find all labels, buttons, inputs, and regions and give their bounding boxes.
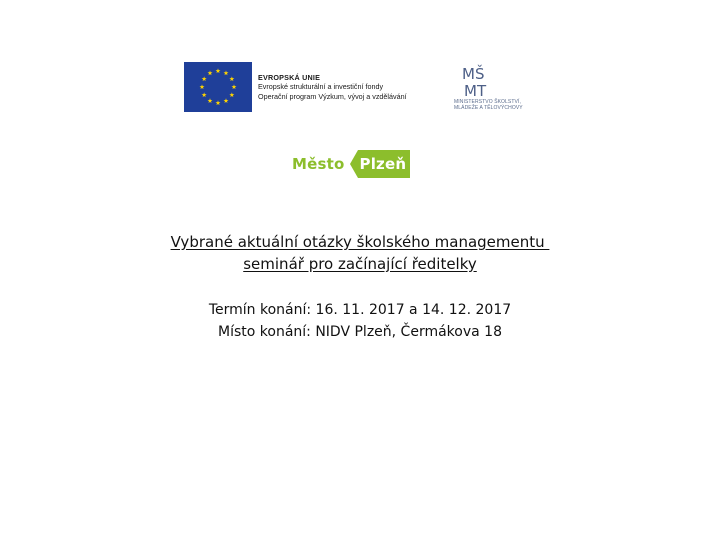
msmt-caption-line-2: MLÁDEŽE A TĚLOVÝCHOVY (454, 105, 523, 111)
msmt-mark-icon (460, 64, 500, 98)
mesto-plzen-logo-plzen: Plzeň (358, 150, 411, 178)
msmt-logo (452, 62, 532, 116)
seminar-title (0, 231, 720, 275)
mesto-plzen-logo-mesto: Město (292, 155, 345, 173)
msmt-caption (454, 99, 534, 111)
seminar-place: Místo konání: NIDV Plzeň, Čermákova 18 (218, 324, 502, 340)
eu-logo-line-3: Operační program Výzkum, vývoj a vzdělávání (258, 91, 407, 101)
eu-logo-line-1: EVROPSKÁ UNIE (258, 72, 321, 82)
seminar-info (0, 299, 720, 343)
msmt-mark-bottom: MT (464, 82, 487, 98)
mesto-plzen-logo (292, 150, 410, 178)
seminar-date: Termín konání: 16. 11. 2017 a 14. 12. 2017 (208, 302, 512, 318)
eu-flag-icon (184, 62, 252, 112)
mesto-plzen-arrow-icon (350, 150, 358, 178)
msmt-mark-top: MŠ (462, 65, 485, 83)
seminar-title-line-1: Vybrané aktuální otázky školského managementu (170, 233, 550, 251)
mesto-plzen-logo-badge (350, 150, 411, 178)
eu-logo-line-2: Evropské strukturální a investiční fondy (258, 82, 384, 92)
seminar-title-line-2: seminář pro začínající ředitelky (243, 255, 477, 273)
eu-logo (184, 62, 426, 112)
eu-logo-text (258, 73, 407, 101)
msmt-caption-line-1: MINISTERSTVO ŠKOLSTVÍ, (454, 99, 521, 105)
